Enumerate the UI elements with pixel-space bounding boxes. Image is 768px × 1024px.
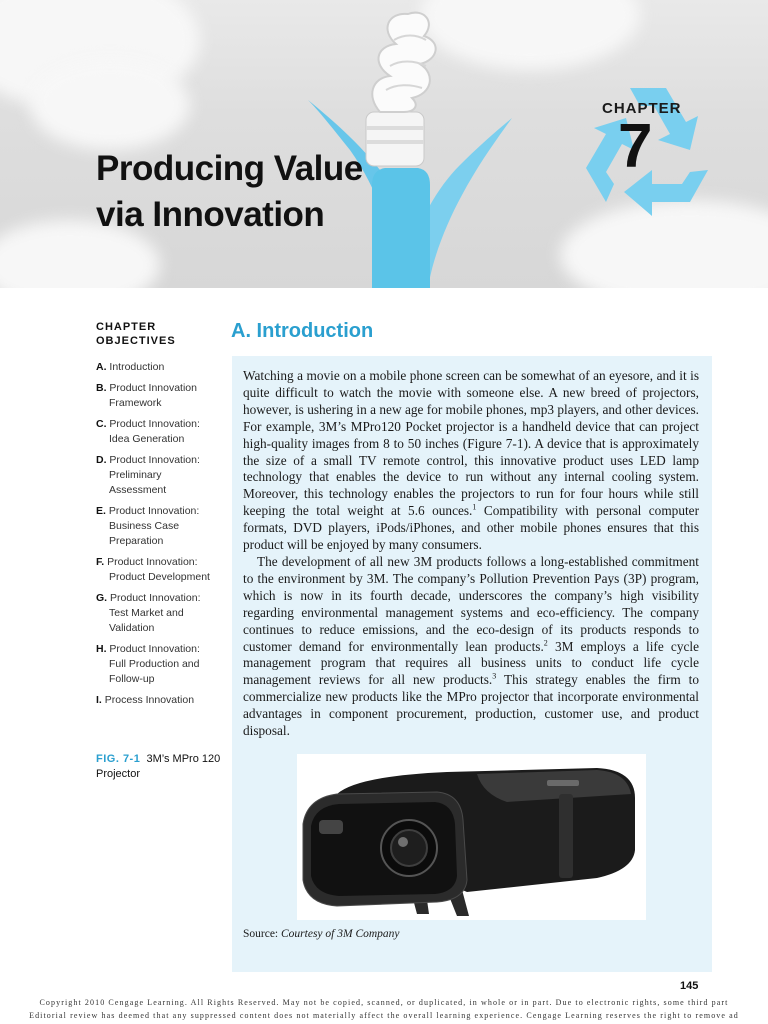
objective-item: F. Product Innovation: Product Development [96, 556, 210, 583]
chapter-label: CHAPTER [602, 100, 682, 117]
chapter-banner [0, 0, 768, 288]
objective-item: H. Product Innovation: Full Production and Follow-up [96, 643, 200, 685]
paragraph: Watching a movie on a mobile phone screen can be somewhat of an eyesore, and it is quite difficult to watch the movie with someone else. A new breed of projectors, however, is ushering in a new age for mobile phones, mp3 players, and other devices. For example, 3M’s MPro120 Pocket projector is a handheld device that can project high-quality images from 8 to 50 inches (Figure 7-1). A device that is approximately the size of a small TV remote control, this innovative product uses LED lamp technology that enables the device to run without any internal cooling system. Moreover, this technology enables the projectors to run for four hours while still keeping the total weight at 5.6 ounces.$^1$ Compatibility with personal computer formats, DVD players, iPods/iPhones, and other mobile phones ensures that this product will be enjoyed by many consumers. [243, 368, 699, 553]
page-number: 145 [680, 980, 699, 992]
chapter-objectives [96, 320, 216, 714]
copyright-line: Editorial review has deemed that any suppressed content does not materially affect the overall learning experience. Cengage Learning reserves the right to remove ad [29, 1011, 739, 1020]
projector-photo [297, 754, 646, 920]
copyright-notice [0, 996, 768, 1022]
objectives-heading: CHAPTER OBJECTIVES [96, 321, 176, 347]
objective-item: B. Product Innovation Framework [96, 382, 197, 409]
footnote-ref: 1 [472, 502, 477, 512]
objective-item: G. Product Innovation: Test Market and Validation [96, 592, 201, 634]
image-source [243, 928, 400, 940]
figure-caption [96, 752, 226, 782]
chapter-title-line: Producing Value [96, 149, 363, 188]
objective-item: A. Introduction [96, 361, 165, 373]
chapter-number: 7 [618, 112, 653, 181]
objectives-list [96, 360, 216, 708]
copyright-line: Copyright 2010 Cengage Learning. All Rights Reserved. May not be copied, scanned, or duplicated, in whole or in part. Due to electronic rights, some third part [39, 998, 729, 1007]
projector-image [297, 754, 646, 920]
objective-item: I. Process Innovation [96, 694, 195, 706]
chapter-title [96, 146, 363, 238]
footnote-ref: 2 [543, 638, 548, 648]
body-text [243, 368, 699, 740]
source-label: Source: [243, 928, 282, 940]
objective-item: C. Product Innovation: Idea Generation [96, 418, 200, 445]
figure-label: FIG. 7-1 [96, 753, 141, 765]
source-text: Courtesy of 3M Company [281, 928, 400, 940]
paragraph: The development of all new 3M products follows a long-established commitment to the environment by 3M. The company’s Pollution Prevention Pays (3P) program, which is now in its fourth decade, underscores the company’s high visibility regarding environmental management systems and eco-efficiency. The company continues to reduce emissions, and the eco-design of its products responds to customer demand for environmentally lean products.$^2$ 3M employs a life cycle management program that requires all business units to conduct life cycle management reviews for all new products.$^3$ This strategy enables the firm to commercialize new products like the MPro projector that incorporate environmental advantages in component procurement, production, customer use, and product disposal. [243, 553, 699, 739]
objective-item: D. Product Innovation: Preliminary Assessment [96, 454, 200, 496]
figure-caption-text: 3M’s MPro 120 Projector [96, 753, 221, 780]
footnote-ref: 3 [492, 671, 497, 681]
objective-item: E. Product Innovation: Business Case Preparation [96, 505, 200, 547]
section-heading: A. Introduction [231, 320, 374, 342]
chapter-title-line: via Innovation [96, 195, 325, 234]
